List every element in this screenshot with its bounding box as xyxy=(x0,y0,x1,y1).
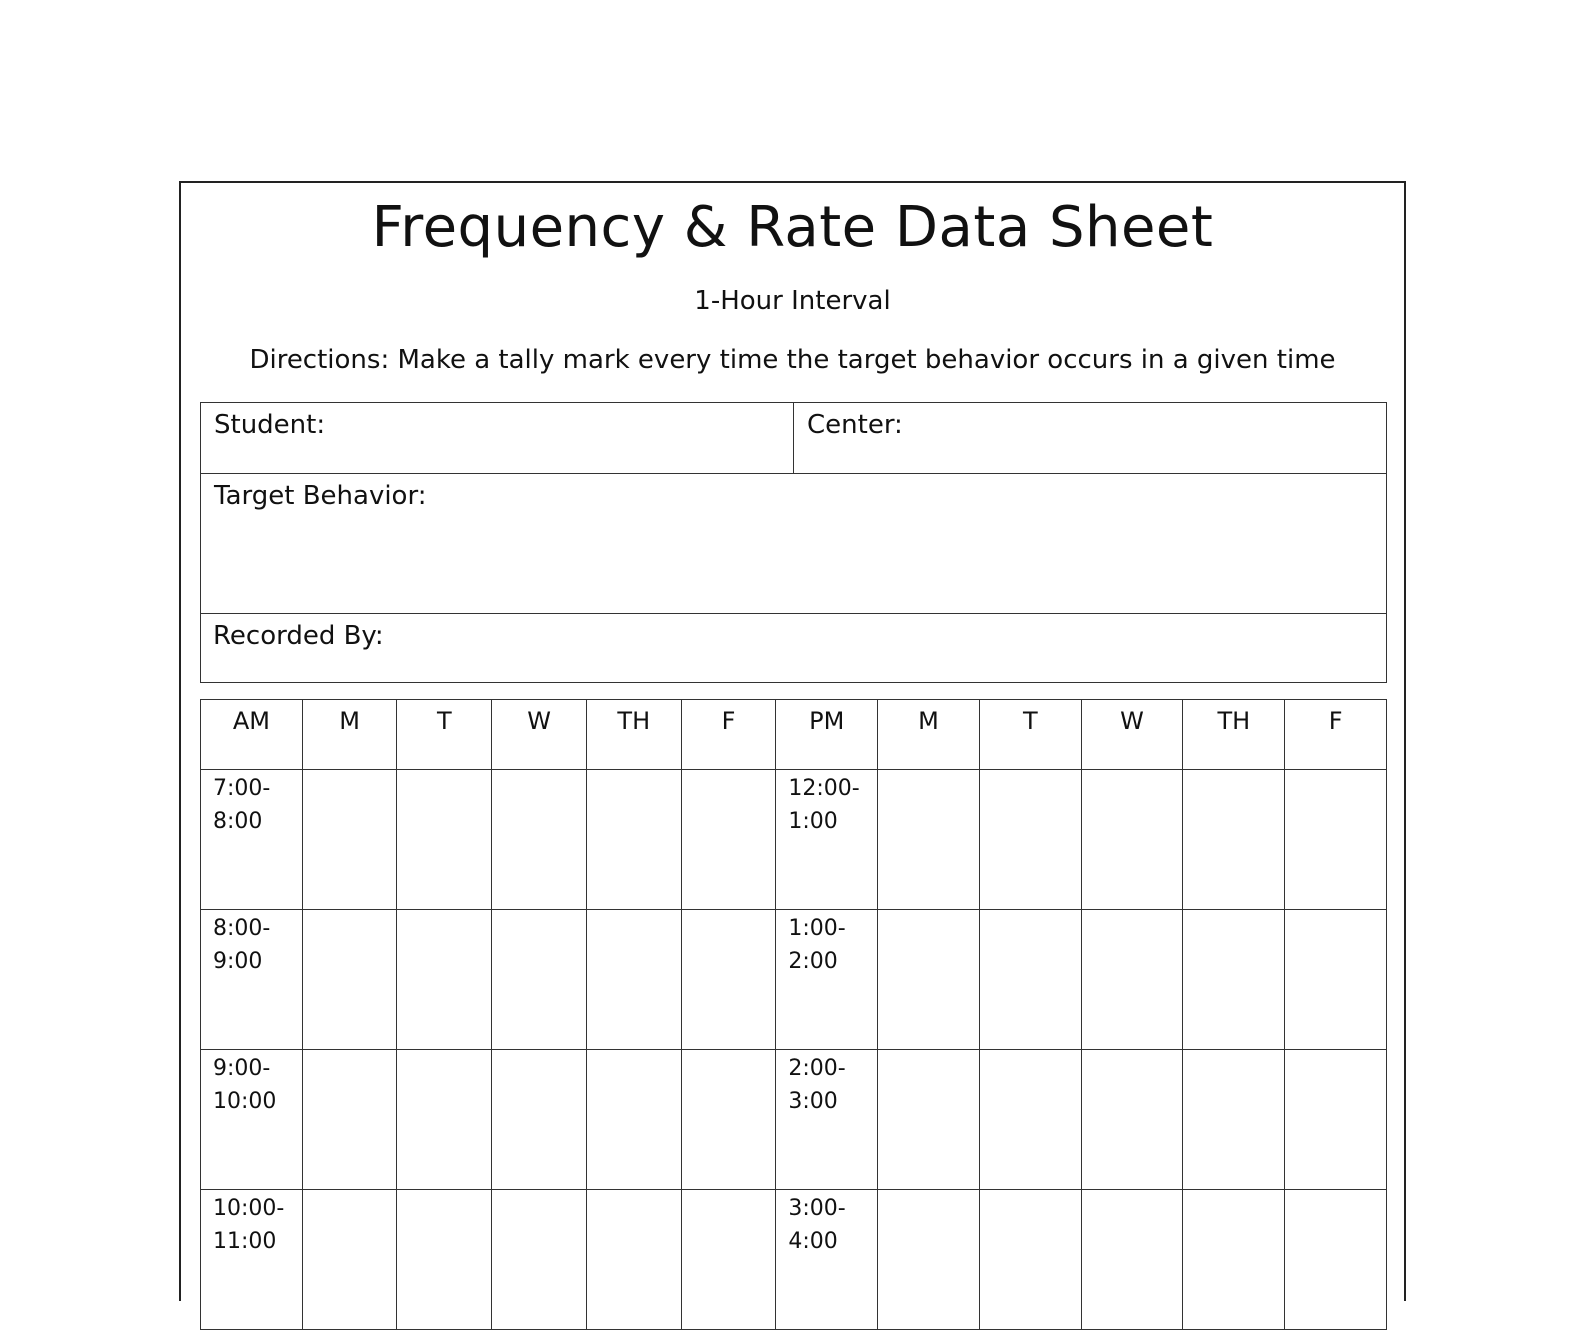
field-divider xyxy=(793,403,794,474)
tally-cell[interactable] xyxy=(1285,1190,1387,1330)
tally-cell[interactable] xyxy=(1081,910,1183,1050)
am-day-t: T xyxy=(397,700,492,770)
am-time-cell xyxy=(201,1190,303,1330)
time-end: 2:00 xyxy=(788,949,838,974)
table-row xyxy=(201,770,1387,910)
tally-cell[interactable] xyxy=(1183,1190,1285,1330)
time-start: 1:00- xyxy=(788,916,846,941)
time-start: 3:00- xyxy=(788,1196,846,1221)
time-end: 10:00 xyxy=(213,1089,277,1114)
time-end: 4:00 xyxy=(788,1229,838,1254)
tally-cell[interactable] xyxy=(681,1050,776,1190)
tally-cell[interactable] xyxy=(878,1050,980,1190)
student-center-row xyxy=(201,403,1386,474)
tally-cell[interactable] xyxy=(1081,1190,1183,1330)
am-day-th: TH xyxy=(586,700,681,770)
tally-cell[interactable] xyxy=(492,1050,587,1190)
tally-cell[interactable] xyxy=(1285,770,1387,910)
tally-cell[interactable] xyxy=(492,910,587,1050)
tally-cell[interactable] xyxy=(1081,770,1183,910)
table-row xyxy=(201,910,1387,1050)
tally-cell[interactable] xyxy=(979,1050,1081,1190)
time-start: 7:00- xyxy=(213,776,271,801)
tally-cell[interactable] xyxy=(586,910,681,1050)
pm-time-cell xyxy=(776,1190,878,1330)
time-end: 8:00 xyxy=(213,809,263,834)
tally-cell[interactable] xyxy=(681,770,776,910)
am-header: AM xyxy=(201,700,303,770)
time-start: 8:00- xyxy=(213,916,271,941)
time-start: 2:00- xyxy=(788,1056,846,1081)
recorded-by-row xyxy=(201,614,1386,684)
pm-day-m: M xyxy=(878,700,980,770)
am-day-f: F xyxy=(681,700,776,770)
tally-cell[interactable] xyxy=(586,770,681,910)
tally-cell[interactable] xyxy=(302,770,397,910)
directions-text: Directions: Make a tally mark every time the target behavior occurs in a given time xyxy=(249,345,1336,375)
tally-cell[interactable] xyxy=(979,770,1081,910)
tally-cell[interactable] xyxy=(397,770,492,910)
data-sheet xyxy=(179,181,1406,1301)
pm-header: PM xyxy=(776,700,878,770)
am-time-cell xyxy=(201,910,303,1050)
tally-cell[interactable] xyxy=(1183,910,1285,1050)
time-end: 9:00 xyxy=(213,949,263,974)
tally-cell[interactable] xyxy=(878,770,980,910)
tally-cell[interactable] xyxy=(1183,770,1285,910)
tally-cell[interactable] xyxy=(1285,1050,1387,1190)
tally-cell[interactable] xyxy=(397,910,492,1050)
center-label: Center: xyxy=(807,410,903,440)
time-start: 9:00- xyxy=(213,1056,271,1081)
time-start: 12:00- xyxy=(788,776,860,801)
time-end: 11:00 xyxy=(213,1229,277,1254)
pm-day-th: TH xyxy=(1183,700,1285,770)
tally-cell[interactable] xyxy=(586,1050,681,1190)
time-end: 1:00 xyxy=(788,809,838,834)
tally-cell[interactable] xyxy=(302,1190,397,1330)
tally-cell[interactable] xyxy=(878,910,980,1050)
tally-cell[interactable] xyxy=(586,1190,681,1330)
info-box xyxy=(200,402,1387,683)
tally-cell[interactable] xyxy=(1081,1050,1183,1190)
tally-cell[interactable] xyxy=(397,1050,492,1190)
am-time-cell xyxy=(201,770,303,910)
tally-cell[interactable] xyxy=(492,1190,587,1330)
pm-time-cell xyxy=(776,910,878,1050)
tally-cell[interactable] xyxy=(979,1190,1081,1330)
tally-cell[interactable] xyxy=(979,910,1081,1050)
tally-table xyxy=(200,699,1387,1330)
am-time-cell xyxy=(201,1050,303,1190)
page-subtitle: 1-Hour Interval xyxy=(694,286,891,316)
am-day-m: M xyxy=(302,700,397,770)
student-label: Student: xyxy=(214,410,326,440)
target-behavior-row xyxy=(201,474,1386,614)
table-row xyxy=(201,1190,1387,1330)
time-end: 3:00 xyxy=(788,1089,838,1114)
table-row xyxy=(201,1050,1387,1190)
pm-day-w: W xyxy=(1081,700,1183,770)
recorded-by-label: Recorded By: xyxy=(213,621,384,651)
pm-time-cell xyxy=(776,770,878,910)
tally-cell[interactable] xyxy=(397,1190,492,1330)
time-start: 10:00- xyxy=(213,1196,285,1221)
table-header-row xyxy=(201,700,1387,770)
pm-time-cell xyxy=(776,1050,878,1190)
target-behavior-label: Target Behavior: xyxy=(214,481,427,511)
tally-cell[interactable] xyxy=(1183,1050,1285,1190)
tally-cell[interactable] xyxy=(681,910,776,1050)
am-day-w: W xyxy=(492,700,587,770)
tally-cell[interactable] xyxy=(492,770,587,910)
pm-day-t: T xyxy=(979,700,1081,770)
tally-cell[interactable] xyxy=(1285,910,1387,1050)
tally-cell[interactable] xyxy=(681,1190,776,1330)
page-title: Frequency & Rate Data Sheet xyxy=(371,195,1214,260)
tally-cell[interactable] xyxy=(302,1050,397,1190)
tally-cell[interactable] xyxy=(302,910,397,1050)
pm-day-f: F xyxy=(1285,700,1387,770)
tally-cell[interactable] xyxy=(878,1190,980,1330)
